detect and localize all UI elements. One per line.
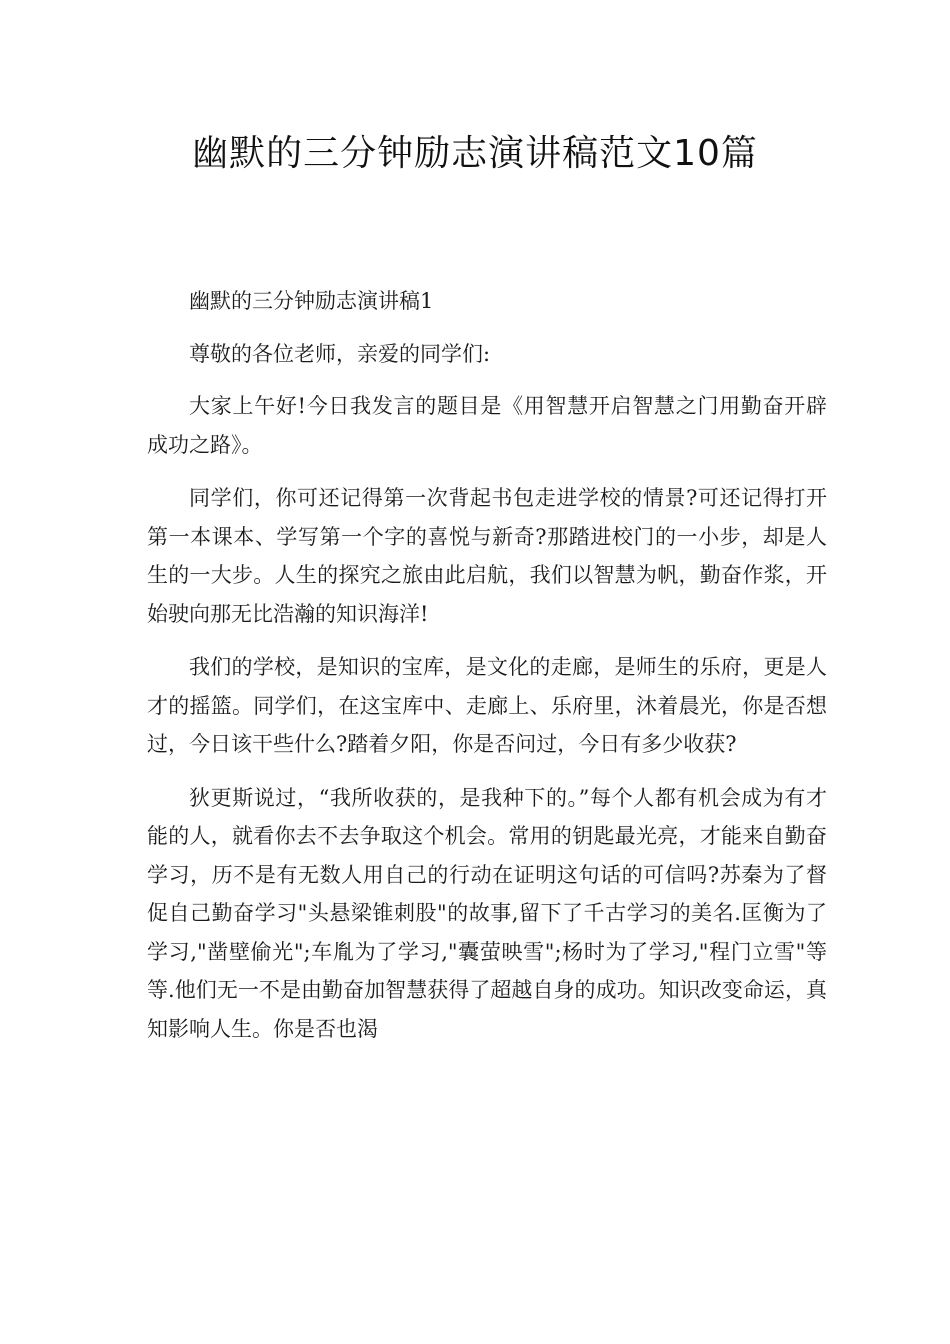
document-body	[147, 282, 827, 1063]
paragraph-intro: 大家上午好!今日我发言的题目是《用智慧开启智慧之门用勤奋开辟成功之路》。	[147, 394, 827, 457]
section-heading: 幽默的三分钟励志演讲稿1	[189, 289, 434, 313]
paragraph-school: 我们的学校，是知识的宝库，是文化的走廊，是师生的乐府，更是人才的摇篮。同学们，在这宝库中、走廊上、乐府里，沐着晨光，你是否想过，今日该干些什么?踏着夕阳，你是否问过，今日有多少收获?	[147, 655, 827, 756]
paragraph-dickens: 狄更斯说过，“我所收获的，是我种下的。”每个人都有机会成为有才能的人，就看你去不去争取这个机会。常用的钥匙最光亮，才能来自勤奋学习，历不是有无数人用自己的行动在证明这句话的可信吗?苏秦为了督促自己勤奋学习"头悬梁锥刺股"的故事,留下了千古学习的美名.匡衡为了学习,"凿壁偷光";车胤为了学习,"囊萤映雪";杨时为了学习,"程门立雪"等等.他们无一不是由勤奋加智慧获得了超越自身的成功。知识改变命运，真知影响人生。你是否也渴	[147, 785, 827, 1041]
salutation: 尊敬的各位老师，亲爱的同学们:	[189, 341, 491, 366]
document-title: 幽默的三分钟励志演讲稿范文10篇	[192, 133, 758, 174]
paragraph-first-day: 同学们，你可还记得第一次背起书包走进学校的情景?可还记得打开第一本课本、学写第一个字的喜悦与新奇?那踏进校门的一小步，却是人生的一大步。人生的探究之旅由此启航，我们以智慧为帆，勤奋作浆，开始驶向那无比浩瀚的知识海洋!	[147, 486, 827, 626]
